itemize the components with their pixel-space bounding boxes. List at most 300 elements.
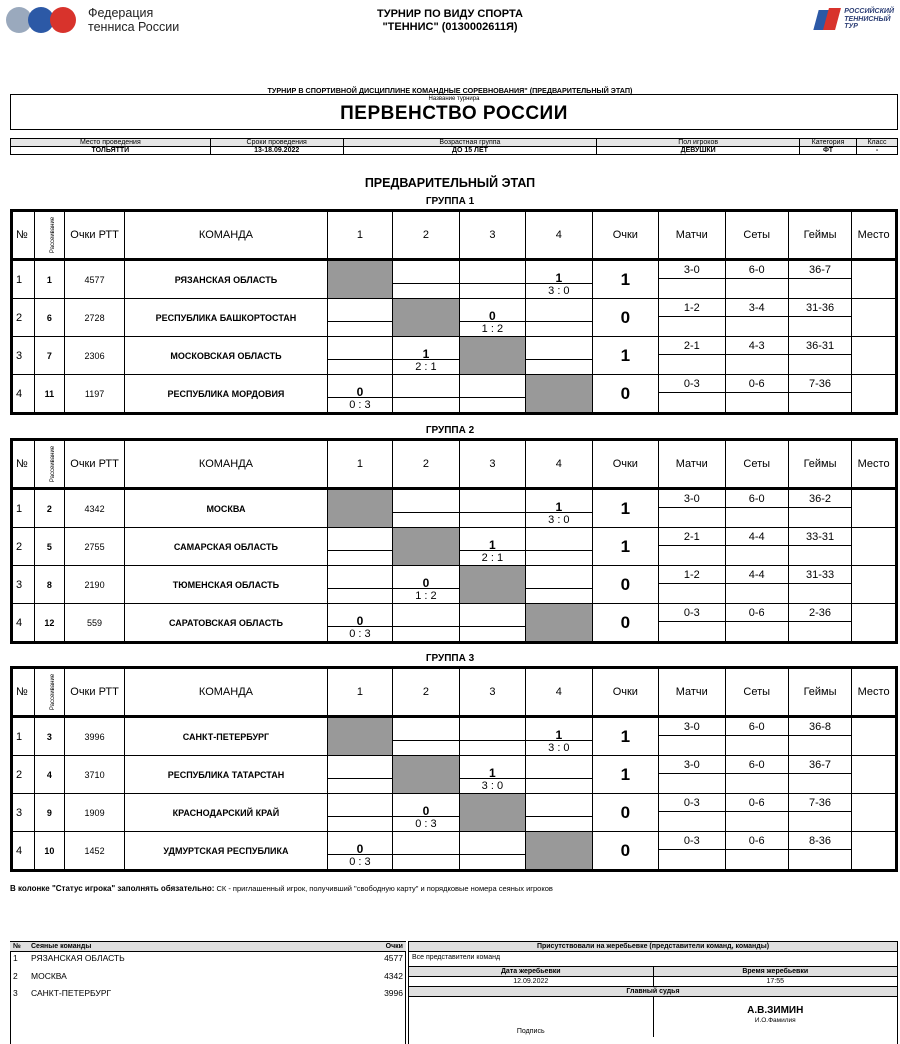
games-cell: 33-31: [788, 528, 851, 566]
match-score: 3 : 0: [526, 740, 591, 755]
col-header-seed: Рассеивание: [34, 440, 64, 489]
match-result-cell: [327, 528, 392, 566]
matches-cell: 1-2: [659, 566, 725, 604]
match-result-cell: [459, 375, 525, 414]
match-result-cell: [459, 717, 525, 756]
match-score: [393, 397, 458, 412]
match-result-cell: [526, 794, 592, 832]
seed-cell: 2: [34, 489, 64, 528]
points-cell: 1: [592, 528, 658, 566]
self-cell: [393, 528, 459, 566]
match-result-cell: [393, 832, 459, 871]
self-cell: [327, 489, 392, 528]
games-cell: 36-31: [788, 337, 851, 375]
match-score: [460, 626, 525, 641]
sets-cell: 0-6: [725, 832, 788, 871]
match-score: [460, 397, 525, 412]
sets-cell: 0-6: [725, 375, 788, 414]
self-cell: [459, 794, 525, 832]
rating-cell: 1197: [64, 375, 124, 414]
row-number: 4: [12, 604, 35, 643]
games-cell: 31-33: [788, 566, 851, 604]
seed-cell: 4: [34, 756, 64, 794]
table-row: [12, 832, 897, 871]
place-cell: [852, 717, 897, 756]
self-cell: [526, 375, 592, 414]
col-header-c3: 3: [459, 668, 525, 717]
match-win-flag: 0: [356, 841, 364, 856]
col-header-points: Очки: [592, 211, 658, 260]
match-result-cell: [327, 566, 392, 604]
stage-title: ПРЕДВАРИТЕЛЬНЫЙ ЭТАП: [364, 176, 536, 190]
rating-cell: 3710: [64, 756, 124, 794]
seed-cell: 10: [34, 832, 64, 871]
match-win-flag: 1: [555, 499, 563, 514]
match-score: [393, 854, 458, 869]
match-win-flag: [526, 756, 591, 779]
row-number: 3: [12, 566, 35, 604]
self-cell: [393, 299, 459, 337]
points-cell: 1: [592, 337, 658, 375]
group-title: ГРУППА 1: [425, 196, 475, 207]
team-cell: РЕСПУБЛИКА БАШКОРТОСТАН: [125, 299, 328, 337]
match-win-flag: 0: [356, 613, 364, 628]
match-result-cell: [327, 756, 392, 794]
col-header-c1: 1: [327, 440, 392, 489]
matches-cell: 2-1: [659, 337, 725, 375]
match-result-cell: [526, 260, 592, 299]
col-header-c2: 2: [393, 211, 459, 260]
match-win-flag: [393, 375, 458, 398]
match-result-cell: [327, 794, 392, 832]
team-cell: САРАТОВСКАЯ ОБЛАСТЬ: [125, 604, 328, 643]
col-header-c1: 1: [327, 211, 392, 260]
match-result-cell: [459, 260, 525, 299]
place-cell: [852, 260, 897, 299]
match-win-flag: [460, 718, 525, 741]
games-cell: 7-36: [788, 375, 851, 414]
place-cell: [852, 375, 897, 414]
col-header-c3: 3: [459, 440, 525, 489]
draw-time: 17:55: [653, 977, 898, 986]
match-result-cell: [526, 528, 592, 566]
col-header-matches: Матчи: [659, 440, 725, 489]
match-result-cell: [459, 528, 525, 566]
col-header-seed: Рассеивание: [34, 211, 64, 260]
team-cell: РЕСПУБЛИКА ТАТАРСТАН: [125, 756, 328, 794]
match-win-flag: [328, 566, 392, 589]
match-win-flag: [328, 756, 392, 779]
match-win-flag: [393, 490, 458, 513]
match-score: 1 : 2: [393, 588, 458, 603]
match-result-cell: [327, 832, 392, 871]
games-cell: 36-8: [788, 717, 851, 756]
match-score: 3 : 0: [526, 283, 591, 298]
row-number: 2: [12, 299, 35, 337]
match-score: [393, 740, 458, 755]
matches-cell: 2-1: [659, 528, 725, 566]
page-title: ТУРНИР ПО ВИДУ СПОРТА "ТЕННИС" (0130002611Я): [377, 8, 523, 33]
rating-cell: 559: [64, 604, 124, 643]
match-score: [393, 283, 458, 298]
rating-cell: 2728: [64, 299, 124, 337]
sets-cell: 4-4: [725, 566, 788, 604]
match-score: [460, 283, 525, 298]
match-result-cell: [393, 794, 459, 832]
place-cell: [852, 299, 897, 337]
col-header-rating: Очки РТТ: [64, 211, 124, 260]
rating-cell: 4577: [64, 260, 124, 299]
group-table: [10, 209, 898, 415]
col-header-team: КОМАНДА: [125, 211, 328, 260]
sets-cell: 6-0: [725, 489, 788, 528]
row-number: 3: [12, 794, 35, 832]
match-score: [460, 854, 525, 869]
matches-cell: 0-3: [659, 794, 725, 832]
matches-cell: 0-3: [659, 604, 725, 643]
col-header-points: Очки: [592, 440, 658, 489]
match-win-flag: 0: [422, 575, 430, 590]
match-result-cell: [526, 717, 592, 756]
match-win-flag: 0: [356, 384, 364, 399]
points-cell: 0: [592, 299, 658, 337]
games-cell: 2-36: [788, 604, 851, 643]
match-result-cell: [327, 337, 392, 375]
row-number: 2: [12, 528, 35, 566]
match-score: [328, 778, 392, 793]
col-header-sets: Сеты: [725, 211, 788, 260]
row-number: 2: [12, 756, 35, 794]
col-header-seed: Рассеивание: [34, 668, 64, 717]
match-result-cell: [526, 337, 592, 375]
tournament-name-block: Название турнира ПЕРВЕНСТВО РОССИИ: [10, 94, 898, 130]
matches-cell: 0-3: [659, 375, 725, 414]
match-score: [526, 550, 591, 565]
match-win-flag: [526, 299, 591, 322]
sets-cell: 6-0: [725, 260, 788, 299]
self-cell: [526, 832, 592, 871]
col-header-points: Очки: [592, 668, 658, 717]
place-cell: [852, 756, 897, 794]
draw-info: Присутствовали на жеребьевке (представители команд, команды) Все представители команд Дата жеребьевки Время жеребьевки 12.09.2022 17:55 Главный судья Подпись А.В.ЗИМИН И.О.Фамилия: [408, 941, 898, 1044]
points-cell: 1: [592, 756, 658, 794]
match-score: 0 : 3: [328, 854, 392, 869]
games-cell: 36-2: [788, 489, 851, 528]
games-cell: 7-36: [788, 794, 851, 832]
seed-cell: 12: [34, 604, 64, 643]
col-header-num: №: [12, 668, 35, 717]
match-result-cell: [393, 337, 459, 375]
col-header-c4: 4: [526, 211, 592, 260]
team-cell: РЕСПУБЛИКА МОРДОВИЯ: [125, 375, 328, 414]
status-note: В колонке "Статус игрока" заполнять обязательно: СК - приглашенный игрок, получивший "свободную карту" и порядковые номера сеяных игроков: [10, 884, 553, 893]
match-score: [328, 321, 392, 336]
seed-cell: 1: [34, 260, 64, 299]
sets-cell: 4-3: [725, 337, 788, 375]
discipline-title: ТУРНИР В СПОРТИВНОЙ ДИСЦИПЛИНЕ КОМАНДНЫЕ СОРЕВНОВАНИЯ" (ПРЕДВАРИТЕЛЬНЫЙ ЭТАП): [267, 86, 633, 95]
team-cell: МОСКВА: [125, 489, 328, 528]
match-win-flag: [460, 490, 525, 513]
col-header-games: Геймы: [788, 668, 851, 717]
sets-cell: 6-0: [725, 756, 788, 794]
seed-cell: 7: [34, 337, 64, 375]
match-win-flag: 1: [555, 270, 563, 285]
match-score: [526, 359, 591, 374]
sets-cell: 4-4: [725, 528, 788, 566]
info-table: Место проведения Сроки проведения Возрастная группа Пол игроков Категория Класс ТОЛЬЯТТИ 13-18.09.2022 ДО 15 ЛЕТ ДЕВУШКИ ФТ -: [10, 138, 898, 155]
match-win-flag: [328, 337, 392, 360]
col-header-c4: 4: [526, 440, 592, 489]
seed-cell: 3: [34, 717, 64, 756]
sets-cell: 3-4: [725, 299, 788, 337]
match-score: 2 : 1: [393, 359, 458, 374]
match-score: [393, 512, 458, 527]
rating-cell: 1452: [64, 832, 124, 871]
match-score: [328, 550, 392, 565]
match-win-flag: 1: [489, 765, 496, 780]
table-row: [12, 528, 897, 566]
seed-cell: 6: [34, 299, 64, 337]
col-header-team: КОМАНДА: [125, 440, 328, 489]
match-result-cell: [393, 717, 459, 756]
match-score: 0 : 3: [328, 626, 392, 641]
games-cell: 31-36: [788, 299, 851, 337]
match-score: [526, 778, 591, 793]
col-header-sets: Сеты: [725, 668, 788, 717]
match-win-flag: [526, 337, 591, 360]
match-result-cell: [526, 299, 592, 337]
col-header-c1: 1: [327, 668, 392, 717]
match-win-flag: 1: [489, 537, 496, 552]
match-result-cell: [459, 832, 525, 871]
place-cell: [852, 832, 897, 871]
points-cell: 1: [592, 260, 658, 299]
col-header-matches: Матчи: [659, 668, 725, 717]
match-win-flag: [460, 261, 525, 284]
match-win-flag: 1: [422, 346, 430, 361]
match-win-flag: [328, 299, 392, 322]
points-cell: 0: [592, 375, 658, 414]
matches-cell: 3-0: [659, 489, 725, 528]
col-header-c2: 2: [393, 668, 459, 717]
games-cell: 8-36: [788, 832, 851, 871]
match-win-flag: [393, 832, 458, 855]
table-row: [12, 489, 897, 528]
col-header-matches: Матчи: [659, 211, 725, 260]
match-score: [328, 359, 392, 374]
self-cell: [459, 337, 525, 375]
points-cell: 1: [592, 489, 658, 528]
points-cell: 0: [592, 794, 658, 832]
match-score: [460, 512, 525, 527]
self-cell: [459, 566, 525, 604]
team-cell: КРАСНОДАРСКИЙ КРАЙ: [125, 794, 328, 832]
col-header-c2: 2: [393, 440, 459, 489]
table-row: [12, 717, 897, 756]
match-score: 1 : 2: [460, 321, 525, 336]
team-cell: РЯЗАНСКАЯ ОБЛАСТЬ: [125, 260, 328, 299]
match-win-flag: [393, 261, 458, 284]
row-number: 3: [12, 337, 35, 375]
match-win-flag: 0: [422, 803, 430, 818]
row-number: 1: [12, 717, 35, 756]
match-result-cell: [393, 260, 459, 299]
rating-cell: 2755: [64, 528, 124, 566]
match-result-cell: [327, 375, 392, 414]
rating-cell: 2190: [64, 566, 124, 604]
place-cell: [852, 604, 897, 643]
col-header-num: №: [12, 440, 35, 489]
rating-cell: 2306: [64, 337, 124, 375]
col-header-place: Место: [852, 211, 897, 260]
match-score: [526, 588, 591, 603]
table-row: [12, 375, 897, 414]
match-score: [526, 321, 591, 336]
match-score: [393, 626, 458, 641]
team-cell: ТЮМЕНСКАЯ ОБЛАСТЬ: [125, 566, 328, 604]
seeded-teams-table: № Сеяные команды Очки 1 РЯЗАНСКАЯ ОБЛАСТЬ 4577 2 МОСКВА 4342 3 САНКТ-ПЕТЕРБУРГ 3996: [10, 941, 406, 999]
match-result-cell: [526, 489, 592, 528]
match-win-flag: [526, 794, 591, 817]
self-cell: [327, 260, 392, 299]
match-score: 2 : 1: [460, 550, 525, 565]
matches-cell: 3-0: [659, 260, 725, 299]
match-result-cell: [393, 604, 459, 643]
col-header-c4: 4: [526, 668, 592, 717]
team-cell: САНКТ-ПЕТЕРБУРГ: [125, 717, 328, 756]
games-cell: 36-7: [788, 260, 851, 299]
sets-cell: 6-0: [725, 717, 788, 756]
rating-cell: 3996: [64, 717, 124, 756]
group-table: [10, 666, 898, 872]
points-cell: 0: [592, 832, 658, 871]
col-header-team: КОМАНДА: [125, 668, 328, 717]
col-header-games: Геймы: [788, 440, 851, 489]
col-header-place: Место: [852, 440, 897, 489]
sets-cell: 0-6: [725, 604, 788, 643]
match-result-cell: [459, 756, 525, 794]
team-cell: САМАРСКАЯ ОБЛАСТЬ: [125, 528, 328, 566]
seed-cell: 9: [34, 794, 64, 832]
match-score: [328, 816, 392, 831]
match-result-cell: [459, 299, 525, 337]
table-row: [12, 604, 897, 643]
match-win-flag: [393, 718, 458, 741]
col-header-rating: Очки РТТ: [64, 668, 124, 717]
self-cell: [393, 756, 459, 794]
table-row: [12, 756, 897, 794]
match-win-flag: [393, 604, 458, 627]
match-result-cell: [393, 566, 459, 604]
self-cell: [526, 604, 592, 643]
matches-cell: 3-0: [659, 756, 725, 794]
row-number: 1: [12, 260, 35, 299]
match-win-flag: 1: [555, 727, 563, 742]
match-score: 3 : 0: [460, 778, 525, 793]
rating-cell: 1909: [64, 794, 124, 832]
match-result-cell: [393, 489, 459, 528]
match-result-cell: [526, 756, 592, 794]
match-score: 3 : 0: [526, 512, 591, 527]
group-title: ГРУППА 2: [425, 425, 475, 436]
match-score: 0 : 3: [328, 397, 392, 412]
row-number: 4: [12, 832, 35, 871]
match-win-flag: [460, 832, 525, 855]
match-result-cell: [526, 566, 592, 604]
draw-date: 12.09.2022: [513, 978, 549, 985]
match-result-cell: [327, 604, 392, 643]
match-win-flag: [328, 794, 392, 817]
match-win-flag: [526, 528, 591, 551]
team-cell: МОСКОВСКАЯ ОБЛАСТЬ: [125, 337, 328, 375]
match-result-cell: [393, 375, 459, 414]
matches-cell: 0-3: [659, 832, 725, 871]
match-score: [328, 588, 392, 603]
points-cell: 0: [592, 566, 658, 604]
col-header-c3: 3: [459, 211, 525, 260]
place-cell: [852, 566, 897, 604]
match-win-flag: [526, 566, 591, 589]
match-win-flag: [460, 375, 525, 398]
match-result-cell: [327, 299, 392, 337]
matches-cell: 1-2: [659, 299, 725, 337]
self-cell: [327, 717, 392, 756]
place-cell: [852, 794, 897, 832]
tournament-name: ПЕРВЕНСТВО РОССИИ: [340, 103, 568, 124]
col-header-rating: Очки РТТ: [64, 440, 124, 489]
table-row: [12, 337, 897, 375]
place-cell: [852, 528, 897, 566]
match-win-flag: [460, 604, 525, 627]
match-result-cell: [459, 489, 525, 528]
points-cell: 0: [592, 604, 658, 643]
sets-cell: 0-6: [725, 794, 788, 832]
rtt-mark-icon: [814, 6, 842, 34]
rtt-logo: РОССИЙСКИЙ ТЕННИСНЫЙ ТУР: [814, 6, 894, 34]
matches-cell: 3-0: [659, 717, 725, 756]
place-cell: [852, 337, 897, 375]
games-cell: 36-7: [788, 756, 851, 794]
match-win-flag: [328, 528, 392, 551]
row-number: 1: [12, 489, 35, 528]
match-score: [526, 816, 591, 831]
col-header-num: №: [12, 211, 35, 260]
team-cell: УДМУРТСКАЯ РЕСПУБЛИКА: [125, 832, 328, 871]
seed-cell: 11: [34, 375, 64, 414]
signature-field: Подпись: [516, 1028, 545, 1035]
col-header-games: Геймы: [788, 211, 851, 260]
group-table: [10, 438, 898, 644]
points-cell: 1: [592, 717, 658, 756]
match-score: [460, 740, 525, 755]
match-win-flag: 0: [489, 308, 496, 323]
table-row: [12, 299, 897, 337]
match-result-cell: [459, 604, 525, 643]
place-cell: [852, 489, 897, 528]
table-row: [12, 566, 897, 604]
federation-name: Федерация тенниса России: [88, 6, 180, 34]
table-row: [12, 794, 897, 832]
group-title: ГРУППА 3: [425, 653, 475, 664]
table-row: [12, 260, 897, 299]
row-number: 4: [12, 375, 35, 414]
match-score: 0 : 3: [393, 816, 458, 831]
rating-cell: 4342: [64, 489, 124, 528]
seed-cell: 5: [34, 528, 64, 566]
col-header-place: Место: [852, 668, 897, 717]
referee-field: А.В.ЗИМИН И.О.Фамилия: [653, 997, 898, 1037]
seed-cell: 8: [34, 566, 64, 604]
